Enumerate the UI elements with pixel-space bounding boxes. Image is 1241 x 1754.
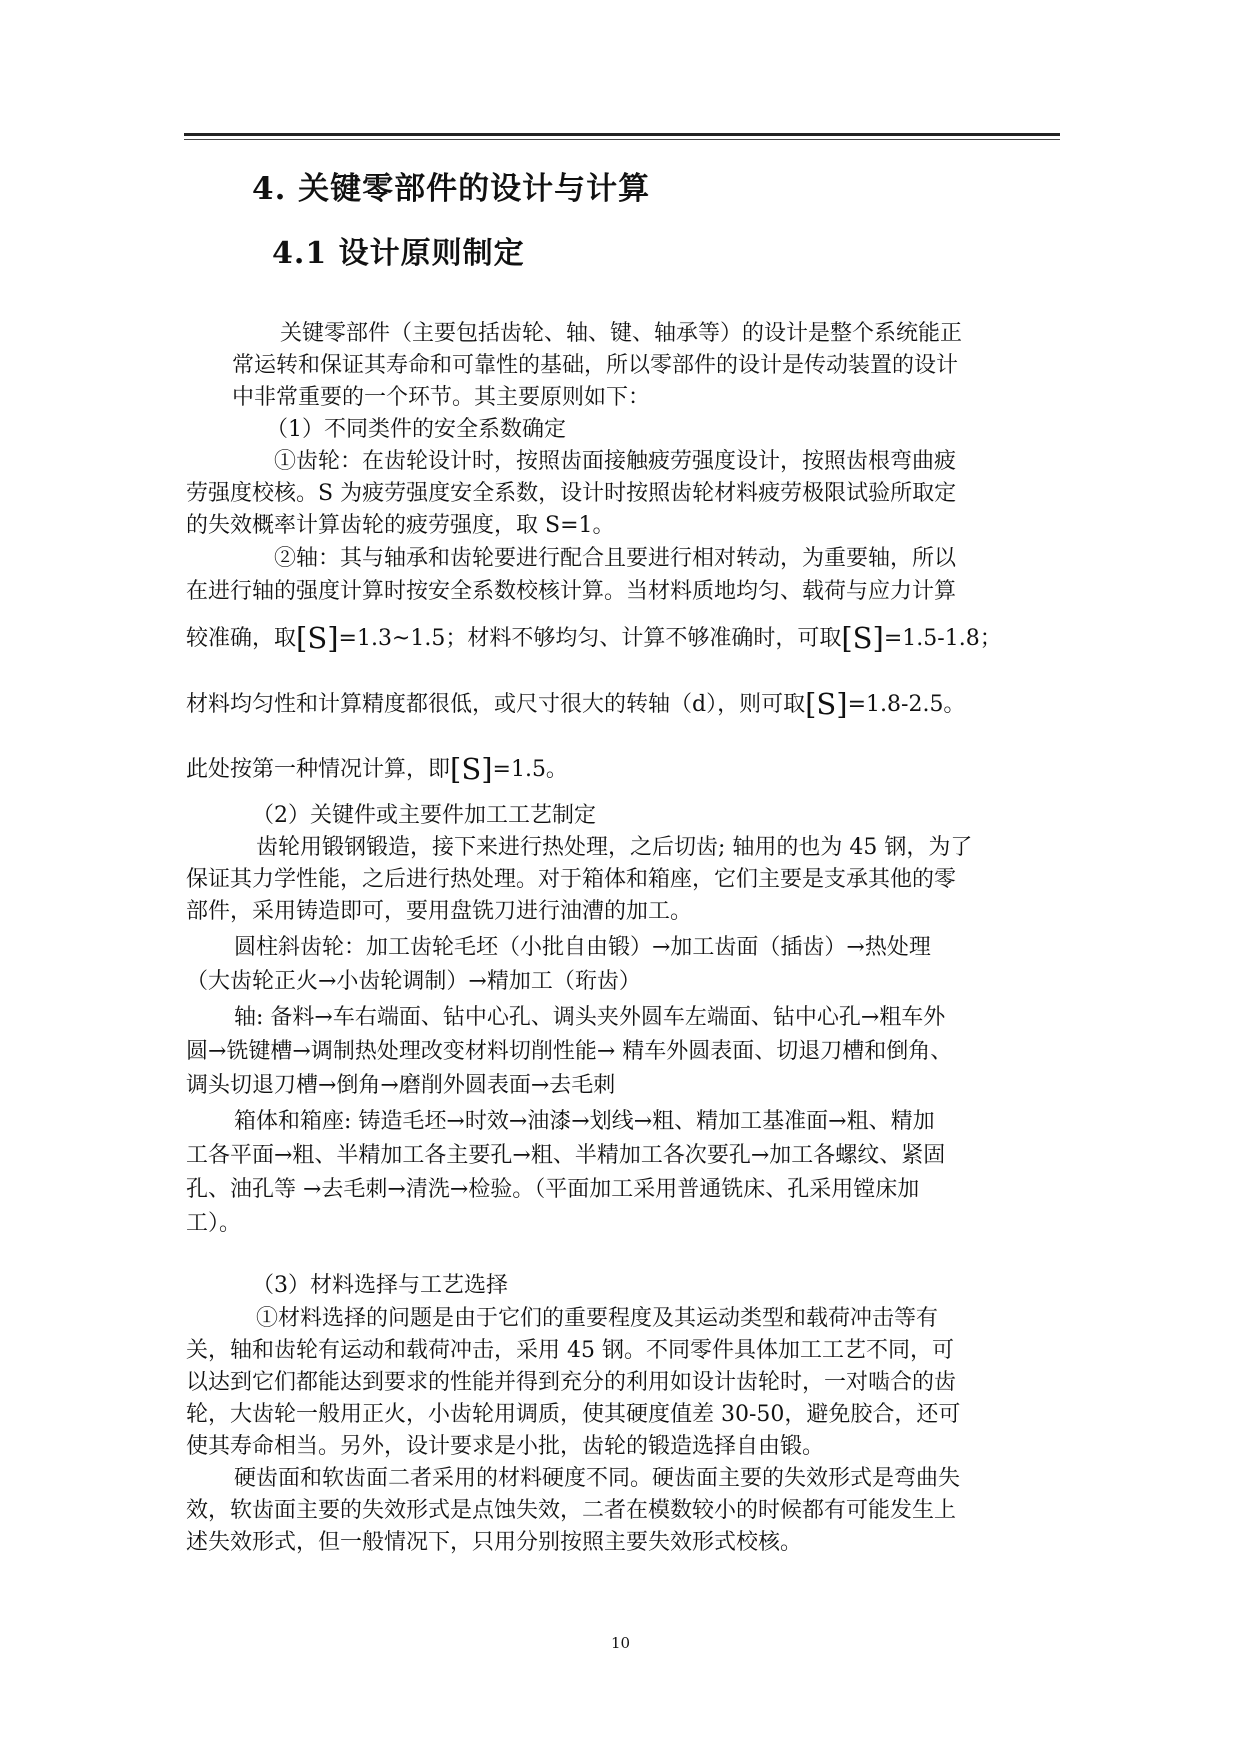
header-rule-thin [184, 139, 1060, 140]
paragraph-line: 工各平面→粗、半精加工各主要孔→粗、半精加工各次要孔→加工各螺纹、紧固 [186, 1143, 946, 1168]
paragraph-line: 圆→铣键槽→调制热处理改变材料切削性能→ 精车外圆表面、切退刀槽和倒角、 [186, 1039, 953, 1064]
paragraph-line: 劳强度校核。S 为疲劳强度安全系数，设计时按照齿轮材料疲劳极限试验所取定 [186, 481, 957, 506]
paragraph-line: 硬齿面和软齿面二者采用的材料硬度不同。硬齿面主要的失效形式是弯曲失 [234, 1466, 961, 1491]
header-rule-thick [184, 133, 1060, 136]
paragraph-line: 圆柱斜齿轮：加工齿轮毛坯（小批自由锻）→加工齿面（插齿）→热处理 [234, 935, 931, 960]
chapter-heading: 4. 关键零部件的设计与计算 [252, 171, 651, 207]
paragraph-line: 部件，采用铸造即可，要用盘铣刀进行油漕的加工。 [186, 899, 693, 924]
paragraph-line: ①材料选择的问题是由于它们的重要程度及其运动类型和载荷冲击等有 [256, 1306, 939, 1331]
text-run: 材料均匀性和计算精度都很低，或尺寸很大的转轴（d），则可取 [186, 692, 806, 717]
subsection-title: （3）材料选择与工艺选择 [252, 1273, 508, 1298]
paragraph-line [186, 621, 1002, 655]
paragraph-line: 常运转和保证其寿命和可靠性的基础，所以零部件的设计是传动装置的设计 [232, 353, 959, 378]
subsection-title: （2）关键件或主要件加工工艺制定 [252, 803, 596, 828]
paragraph-line: 述失效形式，但一般情况下，只用分别按照主要失效形式校核。 [186, 1530, 803, 1555]
safety-factor-symbol: [S] [805, 687, 848, 721]
paragraph-line: 工）。 [186, 1211, 242, 1236]
paragraph-line: ②轴：其与轴承和齿轮要进行配合且要进行相对转动，为重要轴，所以 [274, 546, 957, 571]
text-run: =1.5-1.8； [883, 626, 1002, 651]
paragraph-line: 轮，大齿轮一般用正火，小齿轮用调质，使其硬度值差 30-50，避免胶合，还可 [186, 1402, 961, 1427]
paragraph-line: 以达到它们都能达到要求的性能并得到充分的利用如设计齿轮时，一对啮合的齿 [186, 1370, 957, 1395]
paragraph-line: 关，轴和齿轮有运动和载荷冲击，采用 45 钢。不同零件具体加工工艺不同，可 [186, 1338, 954, 1363]
paragraph-line: 轴: 备料→车右端面、钻中心孔、调头夹外圆车左端面、钻中心孔→粗车外 [234, 1005, 946, 1030]
paragraph-line: 保证其力学性能，之后进行热处理。对于箱体和箱座，它们主要是支承其他的零 [186, 867, 957, 892]
text-run: =1.8-2.5。 [847, 692, 966, 717]
paragraph-line: ①齿轮：在齿轮设计时，按照齿面接触疲劳强度设计，按照齿根弯曲疲 [274, 449, 957, 474]
paragraph-line: （大齿轮正火→小齿轮调制）→精加工（珩齿） [186, 969, 641, 994]
paragraph-line: 齿轮用锻钢锻造，接下来进行热处理，之后切齿; 轴用的也为 45 钢，为了 [256, 835, 973, 860]
paragraph-line [186, 752, 568, 786]
text-run: =1.5。 [492, 757, 568, 782]
paragraph-line: 关键零部件（主要包括齿轮、轴、键、轴承等）的设计是整个系统能正 [280, 321, 963, 346]
text-run: =1.3~1.5；材料不够均匀、计算不够准确时，可取 [338, 626, 842, 651]
paragraph-line: 使其寿命相当。另外，设计要求是小批，齿轮的锻造选择自由锻。 [186, 1434, 825, 1459]
paragraph-line [186, 687, 966, 721]
paragraph-line: 效，软齿面主要的失效形式是点蚀失效，二者在模数较小的时候都有可能发生上 [186, 1498, 957, 1523]
text-run: 较准确，取 [186, 626, 297, 651]
subsection-title: （1）不同类件的安全系数确定 [266, 417, 566, 442]
safety-factor-symbol: [S] [296, 621, 339, 655]
paragraph-line: 在进行轴的强度计算时按安全系数校核计算。当材料质地均匀、载荷与应力计算 [186, 579, 957, 604]
page-number: 10 [610, 1634, 631, 1652]
paragraph-line: 的失效概率计算齿轮的疲劳强度，取 S=1。 [186, 513, 615, 538]
section-heading: 4.1 设计原则制定 [272, 236, 525, 271]
safety-factor-symbol: [S] [450, 752, 493, 786]
paragraph-line: 孔、油孔等 →去毛刺→清洗→检验。（平面加工采用普通铣床、孔采用镗床加 [186, 1177, 920, 1202]
text-run: 此处按第一种情况计算，即 [186, 757, 451, 782]
paragraph-line: 中非常重要的一个环节。其主要原则如下： [232, 385, 651, 410]
safety-factor-symbol: [S] [841, 621, 884, 655]
paragraph-line: 箱体和箱座: 铸造毛坯→时效→油漆→划线→粗、精加工基准面→粗、精加 [234, 1109, 935, 1134]
paragraph-line: 调头切退刀槽→倒角→磨削外圆表面→去毛刺 [186, 1073, 616, 1098]
